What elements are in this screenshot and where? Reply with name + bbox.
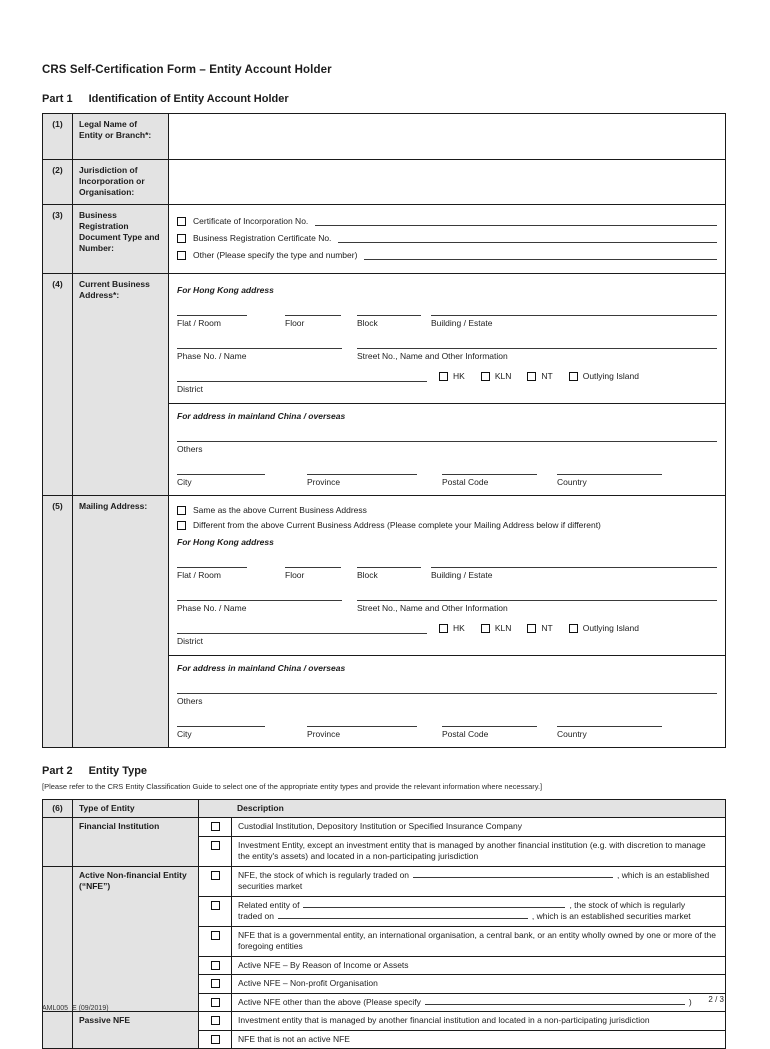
related-entity-description: Related entity of , the stock of which is regularly traded on , which is an established securities market	[232, 896, 726, 926]
mailing-street-field[interactable]: Street No., Name and Other Information	[357, 587, 717, 613]
custodial-institution-description: Custodial Institution, Depository Institution or Specified Insurance Company	[232, 818, 726, 836]
please-specify-line[interactable]	[425, 997, 685, 1005]
row-number: (6)	[43, 800, 73, 818]
current-business-address-label: Current Business Address*:	[73, 274, 169, 496]
row-jurisdiction	[43, 160, 726, 205]
city-line[interactable]	[177, 461, 265, 475]
province-line[interactable]	[307, 461, 417, 475]
active-nfe-nonprofit-description: Active NFE – Non-profit Organisation	[232, 975, 726, 993]
governmental-entity-description: NFE that is a governmental entity, an international organisation, a central bank, or an entity wholly owned by one or more of the foregoing entities	[232, 926, 726, 956]
active-nfe-other-description: Active NFE other than the above (Please specify )	[232, 993, 726, 1011]
row-number	[43, 866, 73, 1011]
mailing-province-line[interactable]	[307, 713, 417, 727]
jurisdiction-input-area[interactable]	[169, 160, 726, 205]
mailing-district-kln-option[interactable]: KLN	[481, 623, 512, 633]
mailing-block-field[interactable]: Block	[357, 554, 421, 580]
mailing-district-field[interactable]: District	[177, 620, 427, 646]
business-registration-options	[169, 205, 726, 274]
mainland-address-heading: For address in mainland China / overseas	[177, 411, 346, 421]
business-registration-certificate-checkbox[interactable]	[177, 234, 186, 243]
district-nt-option[interactable]: NT	[527, 371, 552, 381]
outlying-island-checkbox[interactable]	[569, 372, 578, 381]
other-document-option-label: Other (Please specify the type and number)	[193, 250, 358, 260]
hk-address-heading: For Hong Kong address	[177, 285, 274, 295]
traded-on-line[interactable]	[278, 911, 528, 919]
nfe-not-active-checkbox[interactable]	[211, 1035, 220, 1044]
district-checkboxes	[439, 371, 639, 381]
flat-room-line[interactable]	[177, 302, 247, 316]
business-registration-label: Business Registration Document Type and Number:	[73, 205, 169, 274]
building-estate-field[interactable]: Building / Estate	[431, 302, 717, 328]
street-field[interactable]: Street No., Name and Other Information	[357, 335, 717, 361]
row-number: (1)	[43, 114, 73, 160]
postal-code-line[interactable]	[442, 461, 537, 475]
mailing-district-outlying-island-option[interactable]: Outlying Island	[569, 623, 639, 633]
mailing-address-label: Mailing Address:	[73, 496, 169, 748]
address-section-divider	[169, 403, 725, 404]
flat-room-field[interactable]: Flat / Room	[177, 302, 247, 328]
part2-heading	[42, 765, 726, 777]
part2-header-row	[43, 800, 726, 818]
mailing-country-field[interactable]: Country	[557, 713, 662, 739]
custodial-institution-checkbox[interactable]	[211, 822, 220, 831]
mailing-others-line[interactable]	[177, 680, 717, 694]
phase-field[interactable]: Phase No. / Name	[177, 335, 342, 361]
part1-title-text: Identification of Entity Account Holder	[88, 93, 289, 105]
block-field[interactable]: Block	[357, 302, 421, 328]
securities-market-line[interactable]	[413, 870, 613, 878]
row-mailing-address	[43, 496, 726, 748]
mainland-address-heading: For address in mainland China / overseas	[177, 663, 346, 673]
mailing-street-line[interactable]	[357, 587, 717, 601]
mailing-building-estate-field[interactable]: Building / Estate	[431, 554, 717, 580]
other-document-line[interactable]	[364, 259, 717, 260]
part1-number: Part 1	[42, 93, 73, 105]
different-address-checkbox[interactable]	[177, 521, 186, 530]
district-hk-option[interactable]: HK	[439, 371, 465, 381]
mailing-country-line[interactable]	[557, 713, 662, 727]
governmental-entity-checkbox[interactable]	[211, 931, 220, 940]
row-number	[43, 1012, 73, 1049]
business-registration-certificate-line[interactable]	[338, 242, 717, 243]
row-current-business-address	[43, 274, 726, 496]
passive-investment-entity-description: Investment entity that is managed by another financial institution and located in a non-participating jurisdiction	[232, 1012, 726, 1030]
province-field[interactable]: Province	[307, 461, 417, 487]
floor-line[interactable]	[285, 302, 341, 316]
active-nfe-label: Active Non-financial Entity (“NFE”)	[73, 866, 199, 1011]
mailing-address-block	[169, 496, 726, 748]
nfe-regularly-traded-description: NFE, the stock of which is regularly traded on , which is an established securities market	[232, 866, 726, 896]
mailing-district-hk-option[interactable]: HK	[439, 623, 465, 633]
other-document-checkbox[interactable]	[177, 251, 186, 260]
mailing-postal-code-line[interactable]	[442, 713, 537, 727]
mailing-floor-field[interactable]: Floor	[285, 554, 341, 580]
nfe-not-active-description: NFE that is not an active NFE	[232, 1030, 726, 1048]
type-of-entity-header: Type of Entity	[73, 800, 199, 818]
row-number	[43, 818, 73, 866]
district-field[interactable]: District	[177, 368, 427, 394]
mailing-province-field[interactable]: Province	[307, 713, 417, 739]
postal-code-field[interactable]: Postal Code	[442, 461, 537, 487]
mailing-flat-room-line[interactable]	[177, 554, 247, 568]
mailing-block-line[interactable]	[357, 554, 421, 568]
active-nfe-income-assets-checkbox[interactable]	[211, 961, 220, 970]
page-number: 2 / 3	[708, 995, 724, 1004]
related-entity-checkbox[interactable]	[211, 901, 220, 910]
street-line[interactable]	[357, 335, 717, 349]
active-nfe-income-assets-description: Active NFE – By Reason of Income or Assets	[232, 956, 726, 974]
mailing-others-field[interactable]: Others	[177, 680, 717, 706]
kln-checkbox[interactable]	[481, 372, 490, 381]
part2-number: Part 2	[42, 765, 73, 777]
hk-checkbox[interactable]	[439, 624, 448, 633]
mailing-phase-field[interactable]: Phase No. / Name	[177, 587, 342, 613]
floor-field[interactable]: Floor	[285, 302, 341, 328]
certificate-incorporation-line[interactable]	[315, 225, 717, 226]
district-kln-option[interactable]: KLN	[481, 371, 512, 381]
description-header: Description	[199, 800, 726, 818]
block-line[interactable]	[357, 302, 421, 316]
active-nfe-other-checkbox[interactable]	[211, 998, 220, 1007]
row-number: (2)	[43, 160, 73, 205]
passive-nfe-label: Passive NFE	[73, 1012, 199, 1049]
different-address-option-label: Different from the above Current Business Address (Please complete your Mailing Address below if different)	[193, 520, 601, 530]
form-code: AML005_E (09/2019)	[42, 1005, 109, 1012]
certificate-incorporation-option	[177, 216, 717, 226]
mailing-district-checkboxes	[439, 623, 639, 633]
mailing-building-estate-line[interactable]	[431, 554, 717, 568]
hk-checkbox[interactable]	[439, 372, 448, 381]
mailing-district-nt-option[interactable]: NT	[527, 623, 552, 633]
mailing-postal-code-field[interactable]: Postal Code	[442, 713, 537, 739]
current-business-address-block	[169, 274, 726, 496]
mailing-district-line[interactable]	[177, 620, 427, 634]
outlying-island-checkbox[interactable]	[569, 624, 578, 633]
row-number: (4)	[43, 274, 73, 496]
investment-entity-checkbox[interactable]	[211, 841, 220, 850]
different-address-option	[177, 520, 717, 530]
certificate-incorporation-option-label: Certificate of Incorporation No.	[193, 216, 309, 226]
nt-checkbox[interactable]	[527, 372, 536, 381]
district-outlying-island-option[interactable]: Outlying Island	[569, 371, 639, 381]
hk-address-heading: For Hong Kong address	[177, 537, 274, 547]
mailing-city-field[interactable]: City	[177, 713, 265, 739]
table-row	[43, 866, 726, 896]
jurisdiction-label: Jurisdiction of Incorporation or Organisation:	[73, 160, 169, 205]
city-field[interactable]: City	[177, 461, 265, 487]
related-entity-line[interactable]	[303, 900, 565, 908]
row-number: (3)	[43, 205, 73, 274]
document-title: CRS Self-Certification Form – Entity Account Holder	[42, 64, 332, 76]
part1-heading	[42, 93, 726, 105]
same-address-checkbox[interactable]	[177, 506, 186, 515]
other-document-option	[177, 250, 717, 260]
country-field[interactable]: Country	[557, 461, 662, 487]
business-registration-certificate-option-label: Business Registration Certificate No.	[193, 233, 332, 243]
mailing-floor-line[interactable]	[285, 554, 341, 568]
mailing-phase-line[interactable]	[177, 587, 342, 601]
row-number: (5)	[43, 496, 73, 748]
building-estate-line[interactable]	[431, 302, 717, 316]
passive-investment-entity-checkbox[interactable]	[211, 1016, 220, 1025]
part2-note: [Please refer to the CRS Entity Classification Guide to select one of the appropriate entity types and provide the relevant information where necessary.]	[42, 782, 543, 791]
certificate-incorporation-checkbox[interactable]	[177, 217, 186, 226]
country-line[interactable]	[557, 461, 662, 475]
part2-title-text: Entity Type	[88, 765, 148, 777]
table-row	[43, 1012, 726, 1030]
part1-table	[42, 113, 726, 748]
business-registration-certificate-option	[177, 233, 717, 243]
mailing-flat-room-field[interactable]: Flat / Room	[177, 554, 247, 580]
financial-institution-label: Financial Institution	[73, 818, 199, 866]
others-line[interactable]	[177, 428, 717, 442]
investment-entity-description: Investment Entity, except an investment entity that is managed by another financial institution (e.g. with discretion to manage the entity's assets) and located in a non-participating jurisdiction	[232, 836, 726, 866]
phase-line[interactable]	[177, 335, 342, 349]
nt-checkbox[interactable]	[527, 624, 536, 633]
mailing-city-line[interactable]	[177, 713, 265, 727]
nfe-regularly-traded-checkbox[interactable]	[211, 871, 220, 880]
same-address-option-label: Same as the above Current Business Address	[193, 505, 367, 515]
row-legal-name	[43, 114, 726, 160]
active-nfe-nonprofit-checkbox[interactable]	[211, 979, 220, 988]
row-business-registration	[43, 205, 726, 274]
same-address-option	[177, 505, 717, 515]
others-field[interactable]: Others	[177, 428, 717, 454]
district-line[interactable]	[177, 368, 427, 382]
legal-name-input-area[interactable]	[169, 114, 726, 160]
address-section-divider	[169, 655, 725, 656]
part2-table	[42, 799, 726, 1049]
kln-checkbox[interactable]	[481, 624, 490, 633]
legal-name-label: Legal Name of Entity or Branch*:	[73, 114, 169, 160]
table-row	[43, 818, 726, 836]
